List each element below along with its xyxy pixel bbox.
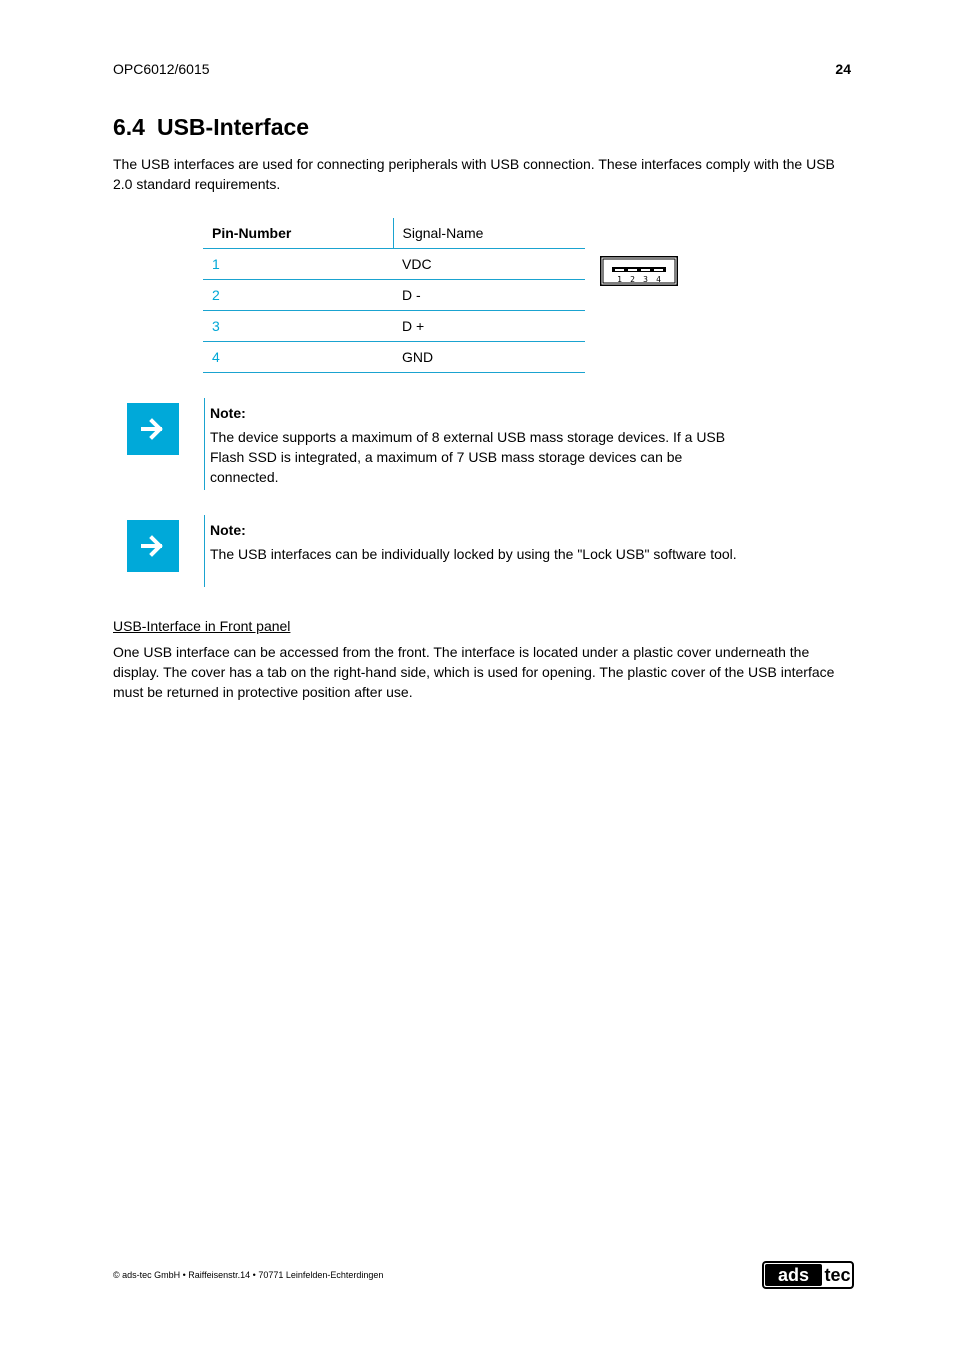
pin-number-cell: 4 <box>203 342 393 373</box>
logo-right-text: tec <box>824 1265 851 1285</box>
pin-number-cell: 3 <box>203 311 393 342</box>
note-block <box>210 403 745 487</box>
arrow-right-icon <box>140 533 166 559</box>
pin-number-cell: 2 <box>203 280 393 311</box>
front-panel-paragraph: One USB interface can be accessed from the front. The interface is located under a plastic cover underneath the display. The cover has a tab on the right-hand side, which is used for opening. The plastic cover of the USB interface must be returned in protective position after use. <box>113 644 835 700</box>
note-arrow-icon <box>127 520 179 572</box>
pin-table <box>203 218 585 373</box>
note-label: Note: <box>210 522 246 538</box>
usb-connector-diagram <box>600 256 678 286</box>
note-label: Note: <box>210 405 246 421</box>
note-text: The USB interfaces can be individually locked by using the "Lock USB" software tool. <box>210 546 737 562</box>
ads-tec-logo <box>762 1261 854 1289</box>
usb-pin-label: 1 <box>617 275 622 284</box>
usb-contact <box>615 269 624 271</box>
document-id: OPC6012/6015 <box>113 61 210 77</box>
note-divider <box>204 398 205 490</box>
note-arrow-icon <box>127 403 179 455</box>
usb-contact <box>641 269 650 271</box>
usb-contact <box>654 269 663 271</box>
table-row <box>203 280 585 311</box>
note-divider <box>204 515 205 587</box>
pin-number-cell: 1 <box>203 249 393 280</box>
signal-name-cell: GND <box>393 342 585 373</box>
logo-left-text: ads <box>777 1265 810 1285</box>
column-header-signal-name: Signal-Name <box>393 218 585 249</box>
usb-contact <box>628 269 637 271</box>
table-row <box>203 342 585 373</box>
section-title-text: USB-Interface <box>156 114 310 140</box>
table-row <box>203 249 585 280</box>
signal-name-cell: VDC <box>393 249 585 280</box>
usb-pin-label: 2 <box>630 275 635 284</box>
note-block <box>210 520 745 564</box>
arrow-right-icon <box>140 416 166 442</box>
section-title <box>113 114 309 141</box>
page-number: 24 <box>835 61 851 77</box>
pin-table-header <box>203 218 585 249</box>
section-number: 6.4 <box>113 114 145 140</box>
note-text: The device supports a maximum of 8 external USB mass storage devices. If a USB Flash SSD is integrated, a maximum of 7 USB mass storage devices can be connected. <box>210 429 726 485</box>
table-row <box>203 311 585 342</box>
front-panel-heading: USB-Interface in Front panel <box>113 618 291 634</box>
intro-paragraph: The USB interfaces are used for connecting peripherals with USB connection. These interfaces comply with the USB 2.0 standard requirements. <box>113 156 835 192</box>
usb-pin-label: 3 <box>643 275 648 284</box>
column-header-pin-number: Pin-Number <box>203 218 393 249</box>
usb-pin-label: 4 <box>656 275 661 284</box>
footer-copyright: © ads-tec GmbH • Raiffeisenstr.14 • 70771 Leinfelden-Echterdingen <box>113 1270 384 1280</box>
signal-name-cell: D + <box>393 311 585 342</box>
signal-name-cell: D - <box>393 280 585 311</box>
